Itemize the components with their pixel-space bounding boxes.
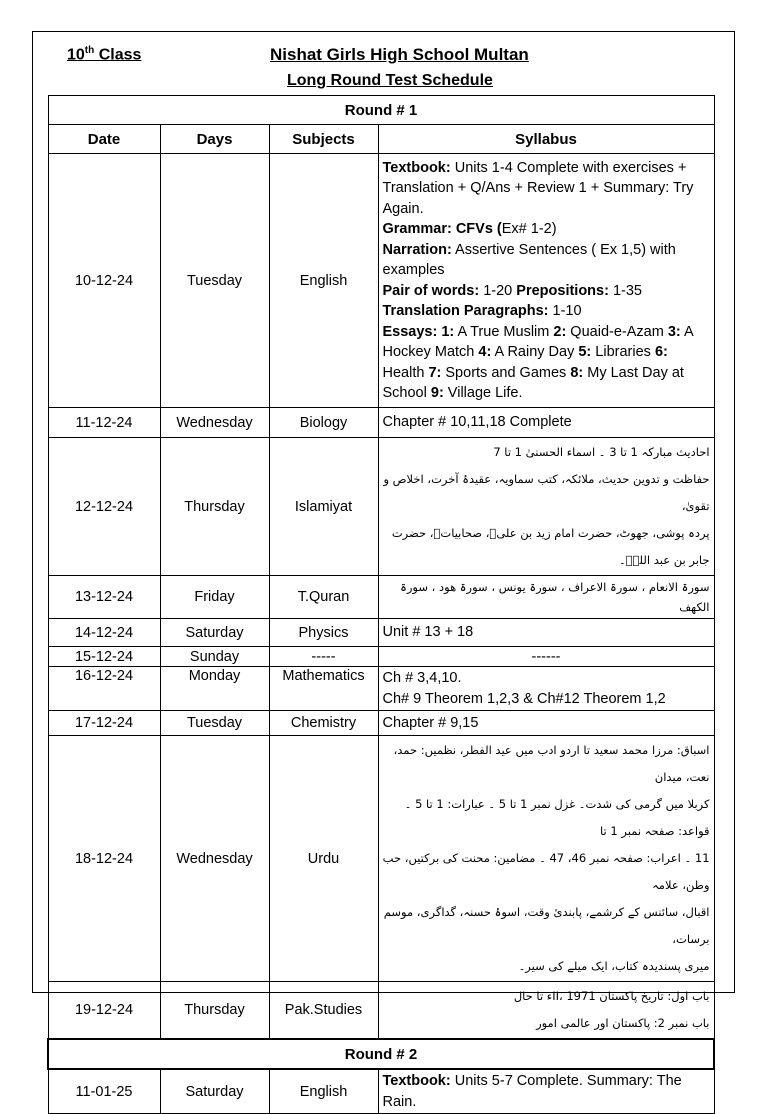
day-cell: Saturday bbox=[160, 1069, 269, 1114]
round-2-heading: Round # 2 bbox=[48, 1039, 714, 1069]
subject-cell: ----- bbox=[269, 647, 378, 667]
table-row bbox=[48, 154, 714, 408]
table-row bbox=[48, 647, 714, 667]
subject-cell: Pak.Studies bbox=[269, 982, 378, 1040]
subject-cell: English bbox=[269, 1069, 378, 1114]
table-row bbox=[48, 619, 714, 647]
syllabus-cell: باب اول: تاریخ پاکستان II، 1971ء تا حال باب نمبر 2: پاکستان اور عالمی امور bbox=[378, 982, 714, 1040]
col-subjects: Subjects bbox=[269, 125, 378, 154]
day-cell: Thursday bbox=[160, 982, 269, 1040]
day-cell: Friday bbox=[160, 576, 269, 619]
subject-cell: Mathematics bbox=[269, 667, 378, 711]
subject-cell: Biology bbox=[269, 408, 378, 438]
table-row bbox=[48, 736, 714, 982]
day-cell: Tuesday bbox=[160, 711, 269, 736]
date-cell: 13-12-24 bbox=[48, 576, 160, 619]
syllabus-cell: احادیث مبارکہ 1 تا 3 ۔ اسماء الحسنیٰ 1 تا 7 حفاظت و تدوین حدیث، ملائکہ، کتب سماویہ، عقیدۂ آخرت، اخلاص و تقویٰ، پردہ پوشی، جھوٹ، حضرت امام زید بن علیؓ، صحابیاتؓ، حضرت جابر بن عبد اللہؓ۔ bbox=[378, 438, 714, 576]
syllabus-cell: Textbook: Units 5-7 Complete. Summary: The Rain. bbox=[378, 1069, 714, 1114]
subject-cell: Physics bbox=[269, 619, 378, 647]
syllabus-cell: اسباق: مرزا محمد سعید تا اردو ادب میں عید الفطر، نظمیں: حمد، نعت، میدان کربلا میں گرمی کی شدت۔ غزل نمبر 1 تا 5 ۔ عبارات: 1 تا 5 ۔ قواعد: صفحہ نمبر 1 تا 11 ۔ اعراب: صفحہ نمبر 46، 47 ۔ مضامین: محنت کی برکتیں، حب وطن، علامہ اقبال، سائنس کے کرشمے، پابندیٔ وقت، اسوۂ حسنہ، گداگری، موسم برسات، میری پسندیدہ کتاب، ایک میلے کی سیر۔ bbox=[378, 736, 714, 982]
syllabus-cell: ------ bbox=[378, 647, 714, 667]
syllabus-cell: Unit # 13 + 18 bbox=[378, 619, 714, 647]
col-date: Date bbox=[48, 125, 160, 154]
subject-cell: English bbox=[269, 154, 378, 408]
day-cell: Wednesday bbox=[160, 736, 269, 982]
class-heading: 10th Class bbox=[67, 45, 142, 64]
date-cell: 12-12-24 bbox=[48, 438, 160, 576]
syllabus-cell: سورۃ الانعام ، سورۃ الاعراف ، سورۃ یونس ، سورۃ ھود ، سورۃ الکھف bbox=[378, 576, 714, 619]
subject-cell: T.Quran bbox=[269, 576, 378, 619]
schedule-title: Long Round Test Schedule bbox=[287, 72, 493, 89]
table-row bbox=[48, 576, 714, 619]
date-cell: 11-01-25 bbox=[48, 1069, 160, 1114]
syllabus-cell: Chapter # 9,15 bbox=[378, 711, 714, 736]
day-cell: Tuesday bbox=[160, 154, 269, 408]
date-cell: 17-12-24 bbox=[48, 711, 160, 736]
date-cell: 19-12-24 bbox=[48, 982, 160, 1040]
date-cell: 11-12-24 bbox=[48, 408, 160, 438]
schedule-table bbox=[47, 95, 715, 1114]
col-syllabus: Syllabus bbox=[378, 125, 714, 154]
day-cell: Sunday bbox=[160, 647, 269, 667]
round-1-heading: Round # 1 bbox=[48, 96, 714, 125]
syllabus-cell: Textbook: Units 1-4 Complete with exercises + Translation + Q/Ans + Review 1 + Summary: Try Again. Grammar: CFVs (Ex# 1-2) Narration: Assertive Sentences ( Ex 1,5) with examples Pair of words: 1-20 Prepositions: 1-35 Translation Paragraphs: 1-10 Essays: 1: A True Muslim 2: Quaid-e-Azam 3: A Hockey Match 4: A Rainy Day 5: Libraries 6: Health 7: Sports and Games 8: My Last Day at School 9: Village Life. bbox=[378, 154, 714, 408]
subject-cell: Chemistry bbox=[269, 711, 378, 736]
table-row bbox=[48, 711, 714, 736]
date-cell: 10-12-24 bbox=[48, 154, 160, 408]
date-cell: 16-12-24 bbox=[48, 667, 160, 711]
date-cell: 15-12-24 bbox=[48, 647, 160, 667]
table-row bbox=[48, 408, 714, 438]
syllabus-cell: Chapter # 10,11,18 Complete bbox=[378, 408, 714, 438]
table-row bbox=[48, 982, 714, 1040]
subject-cell: Islamiyat bbox=[269, 438, 378, 576]
school-name: Nishat Girls High School Multan bbox=[270, 45, 529, 64]
col-days: Days bbox=[160, 125, 269, 154]
date-cell: 14-12-24 bbox=[48, 619, 160, 647]
day-cell: Saturday bbox=[160, 619, 269, 647]
date-cell: 18-12-24 bbox=[48, 736, 160, 982]
day-cell: Thursday bbox=[160, 438, 269, 576]
table-row bbox=[48, 1069, 714, 1114]
subject-cell: Urdu bbox=[269, 736, 378, 982]
table-row bbox=[48, 438, 714, 576]
syllabus-cell: Ch # 3,4,10. Ch# 9 Theorem 1,2,3 & Ch#12 Theorem 1,2 bbox=[378, 667, 714, 711]
day-cell: Wednesday bbox=[160, 408, 269, 438]
day-cell: Monday bbox=[160, 667, 269, 711]
table-row bbox=[48, 667, 714, 711]
